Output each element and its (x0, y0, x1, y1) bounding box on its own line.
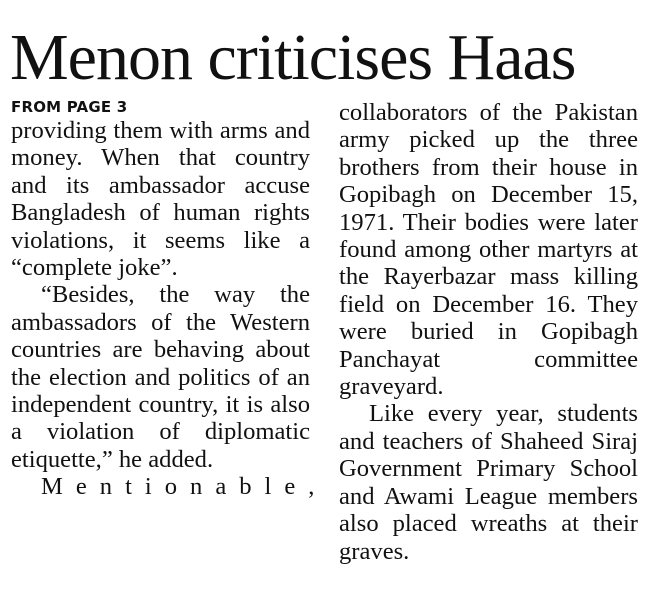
left-column (11, 98, 328, 501)
left-paragraph-1: providing them with arms and money. When that country and its ambassador accuse Bangladesh of human rights violations, it seems like a “complete joke”. (11, 117, 310, 282)
right-paragraph-2: Like every year, students and teachers of Shaheed Siraj Government Primary School and Awami League members also placed wreaths at their graves. (339, 400, 638, 565)
right-paragraph-1: collaborators of the Pakistan army picked up the three brothers from their house in Gopibagh on December 15, 1971. Their bodies were later found among other martyrs at the Rayerbazar mass killing field on December 16. They were buried in Gopibagh Panchayat committee graveyard. (339, 99, 638, 401)
continuation-kicker: FROM PAGE 3 (11, 98, 128, 116)
headline: Menon criticises Haas (10, 21, 576, 94)
right-column (339, 98, 638, 565)
left-paragraph-3: Mentionable, (41, 473, 328, 501)
left-paragraph-2: “Besides, the way the ambassadors of the Western countries are behaving about the election and politics of an independent country, it is also a violation of diplomatic etiquette,” he added. (11, 281, 310, 473)
